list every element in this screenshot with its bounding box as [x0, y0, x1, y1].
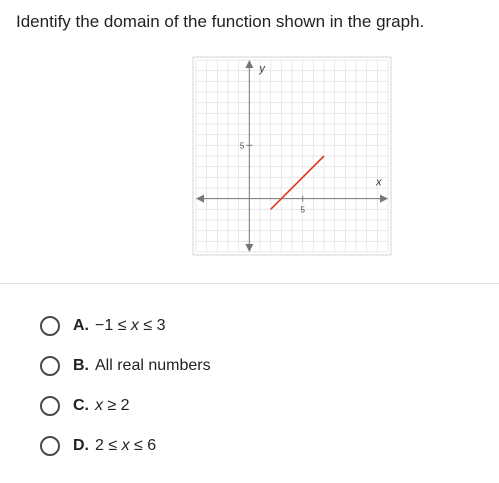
choice-text: 2 ≤ x ≤ 6	[95, 437, 157, 454]
choice-a[interactable]	[40, 306, 211, 346]
radio-icon[interactable]	[40, 316, 60, 336]
x-axis-label: x	[376, 176, 382, 189]
choice-d[interactable]	[40, 426, 211, 466]
choice-letter: B.	[73, 357, 89, 374]
radio-icon[interactable]	[40, 356, 60, 376]
divider	[0, 283, 499, 284]
graph-grid	[193, 57, 391, 255]
choice-letter: D.	[73, 437, 89, 454]
choice-text: x ≥ 2	[95, 397, 130, 414]
radio-icon[interactable]	[40, 436, 60, 456]
answer-choices	[40, 306, 211, 466]
choice-c[interactable]	[40, 386, 211, 426]
choice-text: −1 ≤ x ≤ 3	[95, 317, 166, 334]
y-axis-label: y	[259, 63, 265, 75]
function-graph	[192, 56, 392, 256]
y-tick-label: 5	[239, 141, 245, 151]
choice-letter: A.	[73, 317, 89, 334]
choice-text: All real numbers	[95, 357, 211, 374]
x-tick-label: 5	[300, 205, 305, 215]
choice-letter: C.	[73, 397, 89, 414]
choice-b[interactable]	[40, 346, 211, 386]
question-text: Identify the domain of the function shown in the graph.	[16, 12, 425, 31]
graph-canvas	[192, 56, 392, 256]
radio-icon[interactable]	[40, 396, 60, 416]
